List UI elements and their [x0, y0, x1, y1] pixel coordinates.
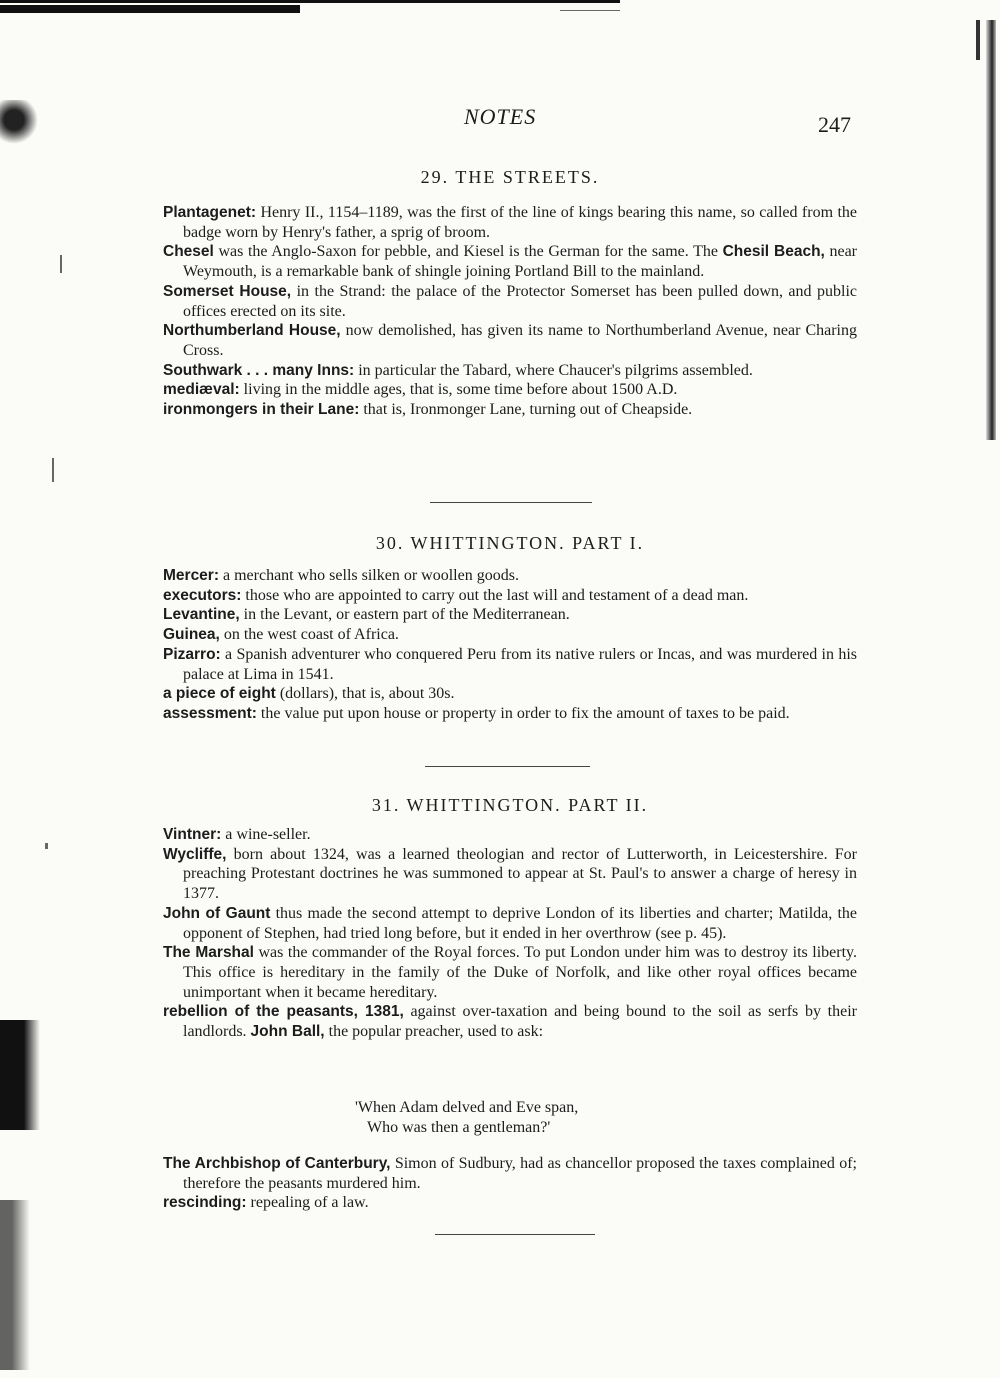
- notes-list: [163, 825, 857, 1042]
- note-text: a Spanish adventurer who conquered Peru from its native rulers or Incas, and was murdered in his palace at Lima in 1541.: [183, 645, 857, 683]
- note-term: ironmongers in their Lane:: [163, 401, 360, 419]
- note-term: Pizarro:: [163, 645, 221, 663]
- scan-right-edge: [986, 20, 996, 440]
- note-entry: [163, 361, 857, 381]
- note-entry: [163, 203, 857, 242]
- note-text: the popular preacher, used to ask:: [324, 1023, 544, 1041]
- note-term: Vintner:: [163, 826, 222, 843]
- note-term: Chesel: [163, 243, 214, 261]
- verse-quote: [355, 1098, 578, 1137]
- note-text: that is, Ironmonger Lane, turning out of Cheapside.: [359, 401, 693, 419]
- note-text: was the Anglo-Saxon for pebble, and Kiesel is the German for the same. The: [213, 243, 723, 261]
- note-entry: [163, 1002, 857, 1041]
- section-divider: [430, 502, 592, 503]
- scan-top-dash: [560, 10, 620, 11]
- note-entry: [163, 704, 857, 724]
- running-title: NOTES: [464, 104, 537, 129]
- notes-list: [163, 566, 857, 724]
- note-term: The Archbishop of Canterbury,: [163, 1155, 391, 1172]
- note-term: Wycliffe,: [163, 845, 227, 863]
- note-entry: [163, 282, 857, 321]
- note-term: Southwark . . . many Inns:: [163, 361, 355, 379]
- note-term: Guinea,: [163, 626, 220, 644]
- note-text: living in the middle ages, that is, some time before about 1500 A.D.: [239, 381, 678, 399]
- note-text: born about 1324, was a learned theologian and rector of Lutterworth, in Leicestershire. For preaching Protestant doctrines he was summoned to appear at St. Paul's to answer a charge of heresy in 1377.: [183, 845, 857, 903]
- note-text: in the Strand: the palace of the Protector Somerset has been pulled down, and public offices erected on its site.: [183, 282, 857, 320]
- note-entry: [163, 586, 857, 606]
- section-title: 31. WHITTINGTON. PART II.: [371, 795, 649, 815]
- note-entry: [163, 380, 857, 400]
- scan-speck: [52, 458, 54, 482]
- note-text: repealing of a law.: [246, 1194, 369, 1212]
- section-divider: [425, 766, 590, 767]
- note-text: a merchant who sells silken or woollen goods.: [219, 567, 519, 584]
- section-title: 30. WHITTINGTON. PART I.: [375, 533, 645, 553]
- note-text: thus made the second attempt to deprive London of its liberties and charter; Matilda, the opponent of Stephen, had tried long before, but it ended in her overthrow (see p. 45).: [183, 904, 857, 942]
- note-entry: [163, 566, 857, 586]
- scan-top-rule: [0, 0, 620, 3]
- note-entry: [163, 825, 857, 845]
- note-term: John of Gaunt: [163, 904, 271, 922]
- note-entry: [163, 321, 857, 360]
- note-term: mediæval:: [163, 381, 240, 399]
- note-term: The Marshal: [163, 944, 254, 962]
- note-text: was the commander of the Royal forces. To put London under him was to destroy its liberty. This office is hereditary in the family of the Duke of Norfolk, and like other royal offices became unimportant when it became hereditary.: [183, 944, 858, 1001]
- note-entry: [163, 605, 857, 625]
- verse-line: 'When Adam delved and Eve span,: [355, 1099, 579, 1116]
- scan-speck: [60, 255, 62, 273]
- note-text: in particular the Tabard, where Chaucer's pilgrims assembled.: [354, 361, 753, 379]
- note-text: now demolished, has given its name to Northumberland Avenue, near Charing Cross.: [183, 322, 858, 359]
- note-term: Mercer:: [163, 567, 219, 584]
- note-text: (dollars), that is, about 30s.: [275, 685, 455, 703]
- note-text: against over-taxation and being bound to the soil as serfs by their landlords.: [183, 1003, 857, 1041]
- note-term: Chesil Beach,: [722, 243, 825, 261]
- end-divider: [435, 1234, 595, 1235]
- note-term: Plantagenet:: [163, 204, 257, 221]
- note-text: a wine-seller.: [221, 826, 311, 843]
- note-text: on the west coast of Africa.: [219, 626, 399, 644]
- note-entry: [163, 400, 857, 420]
- note-term: assessment:: [163, 704, 257, 722]
- note-term: rebellion of the peasants, 1381,: [163, 1003, 404, 1021]
- section-title: 29. THE STREETS.: [420, 167, 600, 187]
- note-entry: [163, 943, 857, 1002]
- scan-right-mark: [976, 20, 980, 60]
- notes-list: [163, 1154, 857, 1213]
- scan-left-shadow: [0, 1020, 40, 1130]
- note-entry: [163, 684, 857, 704]
- note-term: a piece of eight: [163, 685, 276, 703]
- note-term: Levantine,: [163, 606, 240, 624]
- scan-speck: [45, 843, 48, 849]
- note-entry: [163, 1193, 857, 1213]
- note-entry: [163, 625, 857, 645]
- note-term: rescinding:: [163, 1194, 247, 1212]
- notes-list: [163, 203, 857, 420]
- scan-top-shadow: [0, 5, 300, 13]
- verse-line: Who was then a gentleman?': [367, 1118, 551, 1136]
- note-term: executors:: [163, 586, 242, 604]
- note-term: Somerset House,: [163, 282, 292, 300]
- note-entry: [163, 845, 857, 904]
- note-text: in the Levant, or eastern part of the Mediterranean.: [239, 606, 570, 624]
- note-text: Simon of Sudbury, had as chancellor proposed the taxes complained of; therefore the peasants murdered him.: [183, 1155, 857, 1192]
- note-entry: [163, 1154, 857, 1193]
- note-term: John Ball,: [250, 1023, 325, 1041]
- note-text: near Weymouth, is a remarkable bank of shingle joining Portland Bill to the mainland.: [183, 243, 858, 281]
- note-entry: [163, 904, 857, 943]
- note-entry: [163, 645, 857, 684]
- page-header: [0, 104, 1000, 136]
- scan-left-shadow: [0, 1200, 40, 1370]
- note-text: the value put upon house or property in order to fix the amount of taxes to be paid.: [256, 704, 790, 722]
- note-text: Henry II., 1154–1189, was the first of the line of kings bearing this name, so called from the badge worn by Henry's father, a sprig of broom.: [183, 204, 857, 241]
- note-term: Northumberland House,: [163, 322, 341, 340]
- note-text: those who are appointed to carry out the last will and testament of a dead man.: [241, 586, 749, 604]
- note-entry: [163, 242, 857, 281]
- page-number: 247: [818, 112, 851, 137]
